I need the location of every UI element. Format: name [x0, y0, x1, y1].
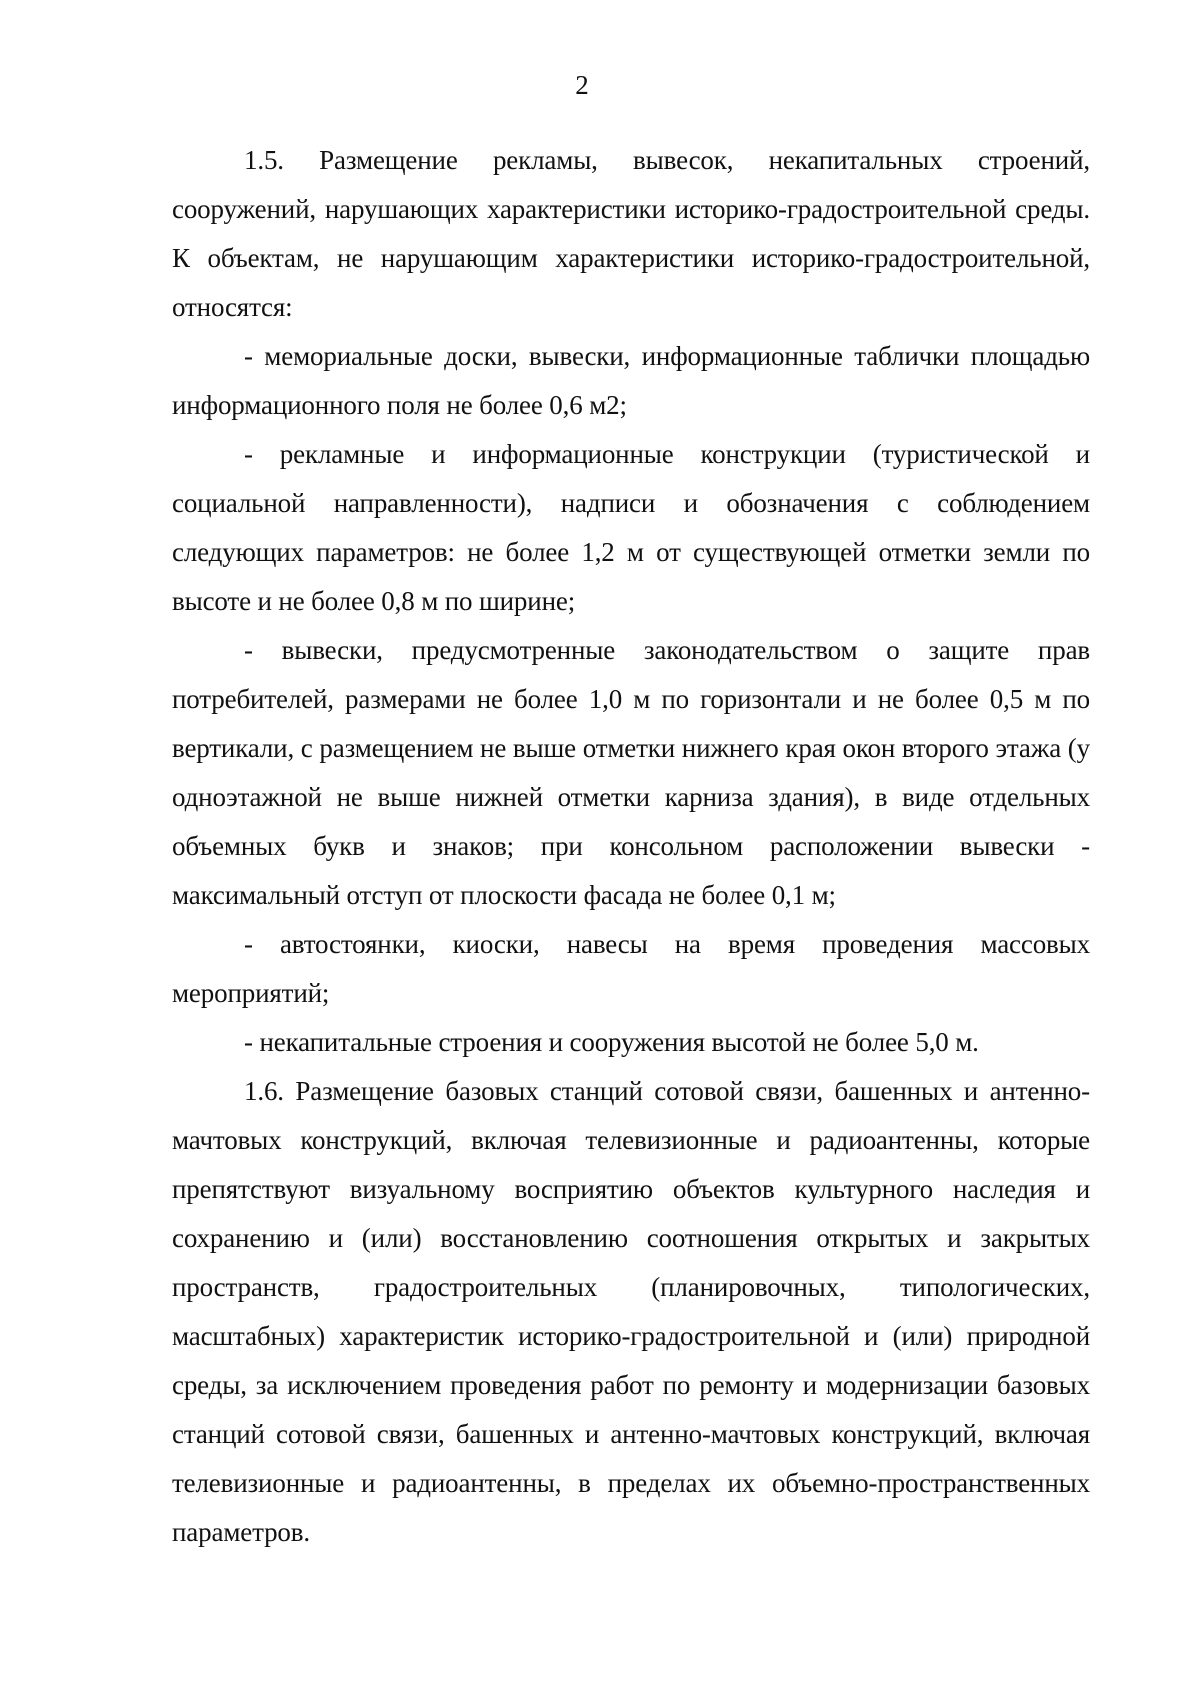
- page-number: 2: [575, 70, 589, 100]
- list-item-non-capital-buildings: - некапитальные строения и сооружения высотой не более 5,0 м.: [244, 1027, 979, 1057]
- list-item-memorial-plaques: - мемориальные доски, вывески, информационные таблички площадью информационного поля не более 0,6 м2;: [172, 341, 1090, 420]
- document-body: [172, 136, 1090, 1557]
- paragraph-1-5: 1.5. Размещение рекламы, вывесок, некапитальных строений, сооружений, нарушающих характеристики историко-градостроительной среды. К объектам, не нарушающим характеристики историко-градостроительной, относятся:: [172, 145, 1090, 322]
- list-item-signboards: - вывески, предусмотренные законодательством о защите прав потребителей, размерами не более 1,0 м по горизонтали и не более 0,5 м по вертикали, с размещением не выше отметки нижнего края окон второго этажа (у одноэтажной не выше нижней отметки карниза здания), в виде отдельных объемных букв и знаков; при консольном расположении вывески - максимальный отступ от плоскости фасада не более 0,1 м;: [172, 635, 1090, 910]
- list-item-advertising-structures: - рекламные и информационные конструкции (туристической и социальной направленности), надписи и обозначения с соблюдением следующих параметров: не более 1,2 м от существующей отметки земли по высоте и не более 0,8 м по ширине;: [172, 439, 1090, 616]
- list-item-parking-kiosks: - автостоянки, киоски, навесы на время проведения массовых мероприятий;: [172, 929, 1090, 1008]
- paragraph-1-6: 1.6. Размещение базовых станций сотовой связи, башенных и антенно-мачтовых конструкций, включая телевизионные и радиоантенны, которые препятствуют визуальному восприятию объектов культурного наследия и сохранению и (или) восстановлению соотношения открытых и закрытых пространств, градостроительных (планировочных, типологических, масштабных) характеристик историко-градостроительной и (или) природной среды, за исключением проведения работ по ремонту и модернизации базовых станций сотовой связи, башенных и антенно-мачтовых конструкций, включая телевизионные и радиоантенны, в пределах их объемно-пространственных параметров.: [172, 1076, 1090, 1547]
